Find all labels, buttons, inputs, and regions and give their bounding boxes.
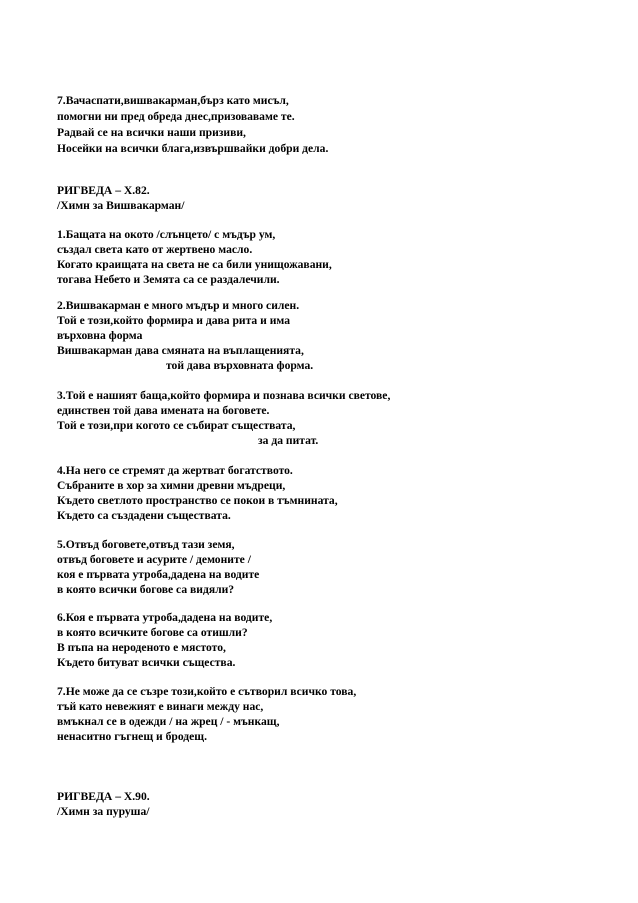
verse-line: в която всички богове са видяли? (57, 583, 235, 596)
verse-line: 2.Вишвакарман е много мъдър и много силен. (57, 299, 300, 312)
verse-line: 1.Бащата на окото /слънцето/ с мъдър ум, (57, 228, 276, 241)
verse-line: 7.Вачаспати,вишвакарман,бърз като мисъл, (57, 94, 289, 107)
hymn-x82-subtitle: /Химн за Вишвакарман/ (57, 199, 185, 212)
verse-line: коя е първата утроба,дадена на водите (57, 568, 260, 581)
verse-line: той дава върховната форма. (166, 359, 314, 372)
verse-line: Където са създадени съществата. (57, 509, 231, 522)
verse-line: 5.Отвъд боговете,отвъд тази земя, (57, 538, 235, 551)
verse-line: Където битуват всички същества. (57, 656, 236, 669)
verse-line: 4.На него се стремят да жертват богатството. (57, 464, 293, 477)
hymn-x90-subtitle: /Химн за пуруша/ (57, 805, 150, 818)
verse-line: Радвай се на всички наши призиви, (57, 126, 246, 139)
verse-line: 3.Той е нашият баща,който формира и познава всички светове, (57, 389, 391, 402)
verse-line: върховна форма (57, 329, 143, 342)
verse-line: тогава Небето и Земята са се раздалечили. (57, 273, 280, 286)
verse-line: 7.Не може да се съзре този,който е сътворил всичко това, (57, 685, 357, 698)
verse-line: в която всичките богове са отишли? (57, 626, 248, 639)
verse-line: В пъпа на нероденото е мястото, (57, 641, 226, 654)
verse-line: Носейки на всички блага,извършвайки добри дела. (57, 142, 329, 155)
verse-line: за да питат. (258, 434, 319, 447)
verse-line: 6.Коя е първата утроба,дадена на водите, (57, 611, 273, 624)
verse-line: Където светлото пространство се покои в тъмнината, (57, 494, 338, 507)
verse-line: помогни ни пред обреда днес,призоваваме те. (57, 110, 295, 123)
verse-line: ненаситно гъгнещ и бродещ. (57, 730, 207, 743)
verse-line: създал света като от жертвено масло. (57, 243, 253, 256)
verse-line: отвъд боговете и асурите / демоните / (57, 553, 251, 566)
verse-line: Събраните в хор за химни древни мъдреци, (57, 479, 286, 492)
verse-line: Той е този,който формира и дава рита и има (57, 314, 290, 327)
verse-line: Той е този,при когото се събират съществата, (57, 419, 296, 432)
verse-line: тъй като невежият е винаги между нас, (57, 700, 264, 713)
hymn-x82-title: РИГВЕДА – Х.82. (57, 184, 150, 197)
verse-line: вмъкнал се в одежди / на жрец / - мънкащ, (57, 715, 280, 728)
verse-line: единствен той дава имената на боговете. (57, 404, 270, 417)
verse-line: Вишвакарман дава смяната на въплащенията, (57, 344, 304, 357)
hymn-x90-title: РИГВЕДА – Х.90. (57, 790, 150, 803)
verse-line: Когато краищата на света не са били унищожавани, (57, 258, 332, 271)
